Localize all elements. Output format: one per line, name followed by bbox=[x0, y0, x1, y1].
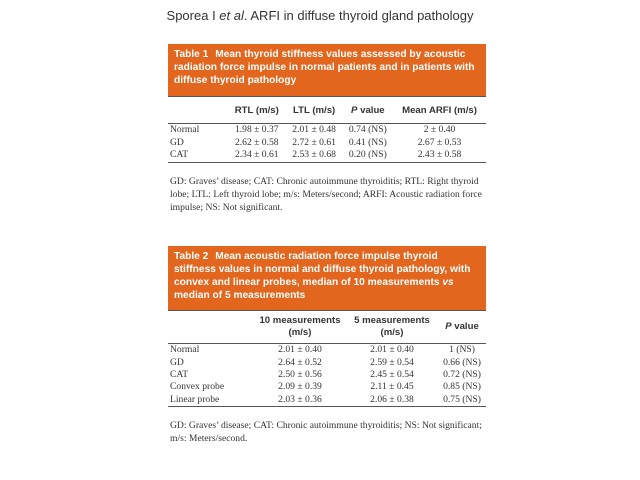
table-2-cell: 2.45 ± 0.54 bbox=[370, 368, 414, 380]
table-1-cell: 2.01 ± 0.48 bbox=[292, 124, 336, 136]
table-1-row-label: Normal bbox=[170, 124, 200, 136]
table-2-footnote: GD: Graves’ disease; CAT: Chronic autoimmune thyroiditis; NS: Not significant; m/s: Meters/second. bbox=[170, 419, 482, 444]
table-2-row-label: CAT bbox=[170, 368, 189, 380]
table-1-caption-text: Mean thyroid stiffness values assessed by acoustic radiation force impulse in normal patients and in patients with diffuse thyroid pathology bbox=[174, 49, 475, 86]
table-1-header-cell: RTL (m/s) bbox=[234, 104, 279, 116]
p-italic: P bbox=[445, 321, 452, 332]
table-2-cell: 0.66 (NS) bbox=[443, 356, 481, 368]
table-2-cell: 2.50 ± 0.56 bbox=[278, 368, 322, 380]
table-2-row bbox=[168, 356, 486, 368]
table-1-header-cell: LTL (m/s) bbox=[292, 104, 336, 116]
table-2-cell: 0.85 (NS) bbox=[443, 381, 481, 393]
table-2-row bbox=[168, 344, 486, 357]
table-2-row-label: GD bbox=[170, 356, 184, 368]
table-2-caption-text-1: Mean acoustic radiation force impulse thyroid stiffness values in normal and diffuse thyroid pathology, with convex and linear probes, median of 10 measurements bbox=[174, 251, 471, 288]
table-1-header-pvalue-text: value bbox=[357, 104, 385, 116]
table-2-cell: 0.72 (NS) bbox=[443, 368, 481, 380]
table-2-cell: 0.75 (NS) bbox=[443, 393, 481, 405]
table-2-cell: 1 (NS) bbox=[449, 344, 475, 356]
running-head-title: . ARFI in diffuse thyroid gland pathology bbox=[243, 8, 474, 23]
running-head-author: Sporea I bbox=[166, 8, 220, 23]
table-1-cell: 0.74 (NS) bbox=[348, 124, 387, 136]
table-2-header-cell: 5 measurements (m/s) bbox=[354, 315, 430, 338]
table-2-header-cell-pvalue bbox=[438, 311, 486, 344]
table-2-cell: 2.06 ± 0.38 bbox=[370, 393, 414, 405]
table-1-cell: 2.67 ± 0.53 bbox=[417, 136, 462, 148]
table-1-caption bbox=[168, 44, 486, 96]
table-1-cell: 2.72 ± 0.61 bbox=[292, 136, 336, 148]
running-head bbox=[0, 8, 640, 23]
table-1-header-cell bbox=[168, 97, 228, 124]
table-1-cell: 2 ± 0.40 bbox=[423, 124, 456, 136]
table-1 bbox=[168, 44, 486, 214]
table-1-header-cell: Mean ARFI (m/s) bbox=[402, 104, 477, 116]
table-2 bbox=[168, 246, 486, 445]
table-2-cell: 2.11 ± 0.45 bbox=[370, 381, 414, 393]
table-2-row-label: Linear probe bbox=[170, 393, 220, 405]
p-italic: P bbox=[351, 104, 358, 116]
table-2-cell: 2.64 ± 0.52 bbox=[278, 356, 322, 368]
table-1-header-row bbox=[168, 97, 486, 124]
table-1-cell: 2.43 ± 0.58 bbox=[417, 149, 462, 161]
table-1-cell: 1.98 ± 0.37 bbox=[234, 124, 279, 136]
table-1-header-cell-pvalue bbox=[343, 97, 393, 124]
table-1-cell: 0.41 (NS) bbox=[348, 136, 387, 148]
table-2-grid bbox=[168, 310, 486, 407]
table-1-row bbox=[168, 149, 486, 162]
running-head-et-al: et al bbox=[219, 8, 244, 23]
table-2-caption-vs: vs bbox=[442, 277, 454, 288]
table-2-row-label: Normal bbox=[170, 344, 200, 356]
table-1-label: Table 1 bbox=[174, 49, 209, 60]
table-1-cell: 2.62 ± 0.58 bbox=[234, 136, 279, 148]
table-1-cell: 2.53 ± 0.68 bbox=[292, 149, 336, 161]
table-2-row bbox=[168, 381, 486, 393]
table-2-cell: 2.09 ± 0.39 bbox=[278, 381, 322, 393]
table-1-grid bbox=[168, 96, 486, 163]
table-2-cell: 2.59 ± 0.54 bbox=[370, 356, 414, 368]
table-1-cell: 0.20 (NS) bbox=[348, 149, 387, 161]
table-1-row-label: GD bbox=[170, 136, 184, 148]
table-2-cell: 2.01 ± 0.40 bbox=[370, 344, 414, 356]
table-2-header-cell: 10 measurements (m/s) bbox=[259, 315, 341, 338]
table-2-header-row bbox=[168, 311, 486, 344]
table-1-footnote: GD: Graves’ disease; CAT: Chronic autoimmune thyroiditis; RTL: Right thyroid lobe; LTL: Left thyroid lobe; m/s: Meters/second; ARFI: Acoustic radiation force impulse; NS: Not significant. bbox=[170, 175, 482, 213]
table-2-header-pvalue-text: value bbox=[451, 321, 479, 332]
table-2-row bbox=[168, 369, 486, 381]
table-2-cell: 2.03 ± 0.36 bbox=[278, 393, 322, 405]
table-2-caption-text-2: median of 5 measurements bbox=[174, 290, 306, 301]
table-2-row bbox=[168, 394, 486, 407]
table-2-cell: 2.01 ± 0.40 bbox=[278, 344, 322, 356]
table-2-header-cell bbox=[168, 311, 254, 344]
table-2-caption bbox=[168, 246, 486, 310]
table-2-row-label: Convex probe bbox=[170, 381, 225, 393]
table-1-cell: 2.34 ± 0.61 bbox=[234, 149, 279, 161]
table-1-row bbox=[168, 124, 486, 137]
table-1-row bbox=[168, 137, 486, 150]
table-1-row-label: CAT bbox=[170, 149, 189, 161]
table-2-label: Table 2 bbox=[174, 251, 209, 262]
